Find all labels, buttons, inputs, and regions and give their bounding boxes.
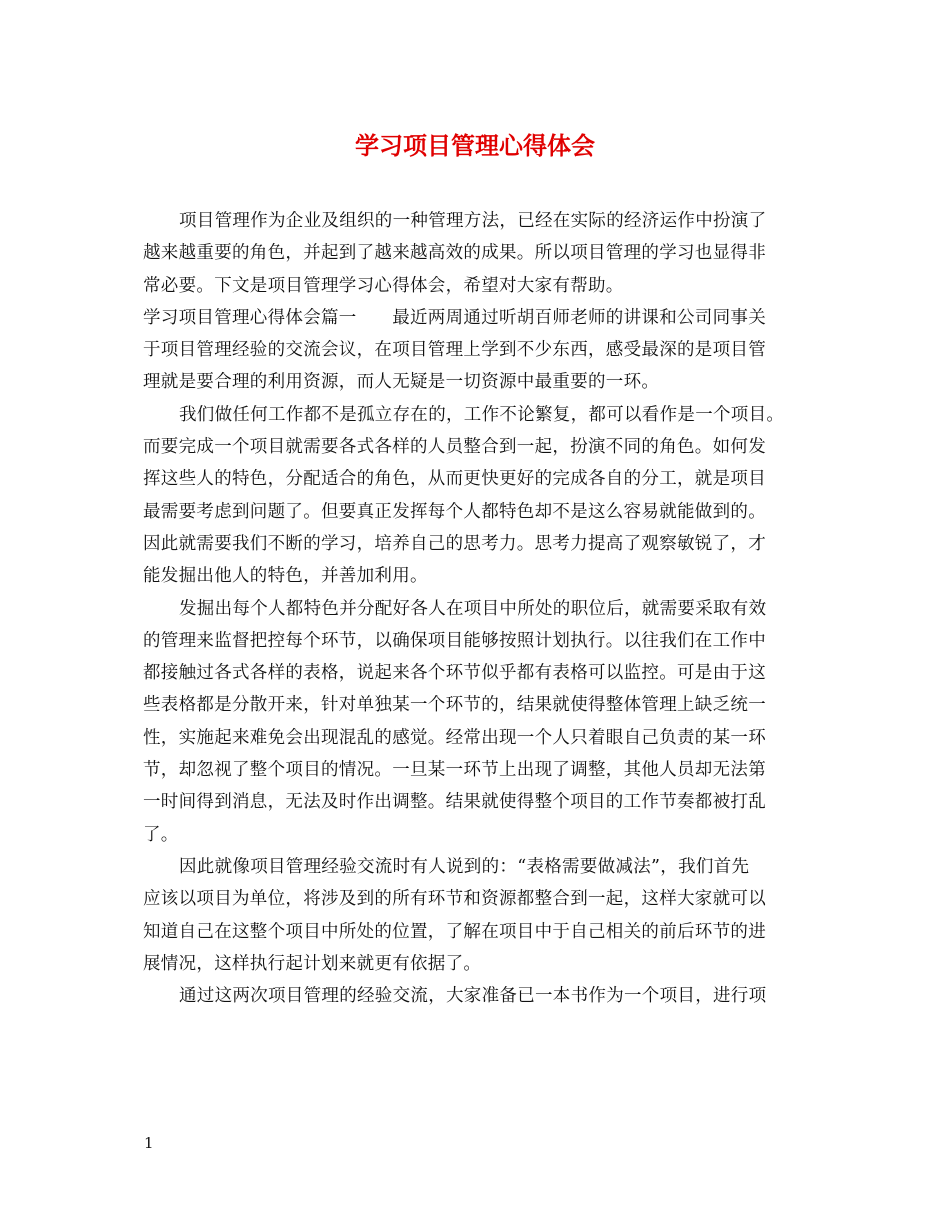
text-line: 应该以项目为单位，将涉及到的所有环节和资源都整合到一起，这样大家就可以 xyxy=(143,889,766,910)
text-line: 因此就像项目管理经验交流时有人说到的：“表格需要做减法”，我们首先 xyxy=(179,856,750,877)
text-line: 我们做任何工作都不是孤立存在的，工作不论繁复，都可以看作是一个项目。 xyxy=(179,404,785,425)
text-line: 于项目管理经验的交流会议，在项目管理上学到不少东西，感受最深的是项目管 xyxy=(143,340,766,361)
text-line: 节，却忽视了整个项目的情况。一旦某一环节上出现了调整，其他人员却无法第 xyxy=(143,760,766,781)
text-line: 通过这两次项目管理的经验交流，大家准备已一本书作为一个项目，进行项 xyxy=(179,986,767,1007)
text-line: 因此就需要我们不断的学习，培养自己的思考力。思考力提高了观察敏锐了，才 xyxy=(143,533,766,554)
page-number: 1 xyxy=(144,1134,154,1152)
text-line: 的管理来监督把控每个环节，以确保项目能够按照计划执行。以往我们在工作中 xyxy=(143,630,766,651)
text-line: 越来越重要的角色，并起到了越来越高效的成果。所以项目管理的学习也显得非 xyxy=(143,243,766,264)
text-line: 理就是要合理的利用资源，而人无疑是一切资源中最重要的一环。 xyxy=(143,372,660,393)
text-line: 展情况，这样执行起计划来就更有依据了。 xyxy=(143,953,482,974)
text-line: 常必要。下文是项目管理学习心得体会，希望对大家有帮助。 xyxy=(143,275,624,296)
text-line: 一时间得到消息，无法及时作出调整。结果就使得整个项目的工作节奏都被打乱 xyxy=(143,792,766,813)
text-line: 项目管理作为企业及组织的一种管理方法，已经在实际的经济运作中扮演了 xyxy=(179,211,767,231)
text-line: 发掘出每个人都特色并分配好各人在项目中所处的职位后，就需要采取有效 xyxy=(179,598,767,619)
text-line: 了。 xyxy=(143,824,179,845)
text-line: 能发掘出他人的特色，并善加利用。 xyxy=(143,566,428,587)
text-line: 知道自己在这整个项目中所处的位置，了解在项目中于自己相关的前后环节的进 xyxy=(143,921,766,942)
text-line: 些表格都是分散开来，针对单独某一个环节的，结果就使得整体管理上缺乏统一 xyxy=(143,695,766,716)
text-line: 学习项目管理心得体会篇一 最近两周通过听胡百师老师的讲课和公司同事关 xyxy=(143,307,766,328)
document-title: 学习项目管理心得体会 xyxy=(355,131,595,160)
document-body xyxy=(143,205,833,1012)
text-line: 而要完成一个项目就需要各式各样的人员整合到一起，扮演不同的角色。如何发 xyxy=(143,437,766,458)
text-line: 挥这些人的特色，分配适合的角色，从而更快更好的完成各自的分工，就是项目 xyxy=(143,469,766,490)
text-line: 性，实施起来难免会出现混乱的感觉。经常出现一个人只着眼自己负责的某一环 xyxy=(143,727,766,748)
text-line: 最需要考虑到问题了。但要真正发挥每个人都特色却不是这么容易就能做到的。 xyxy=(143,501,766,522)
text-line: 都接触过各式各样的表格，说起来各个环节似乎都有表格可以监控。可是由于这 xyxy=(143,663,766,684)
